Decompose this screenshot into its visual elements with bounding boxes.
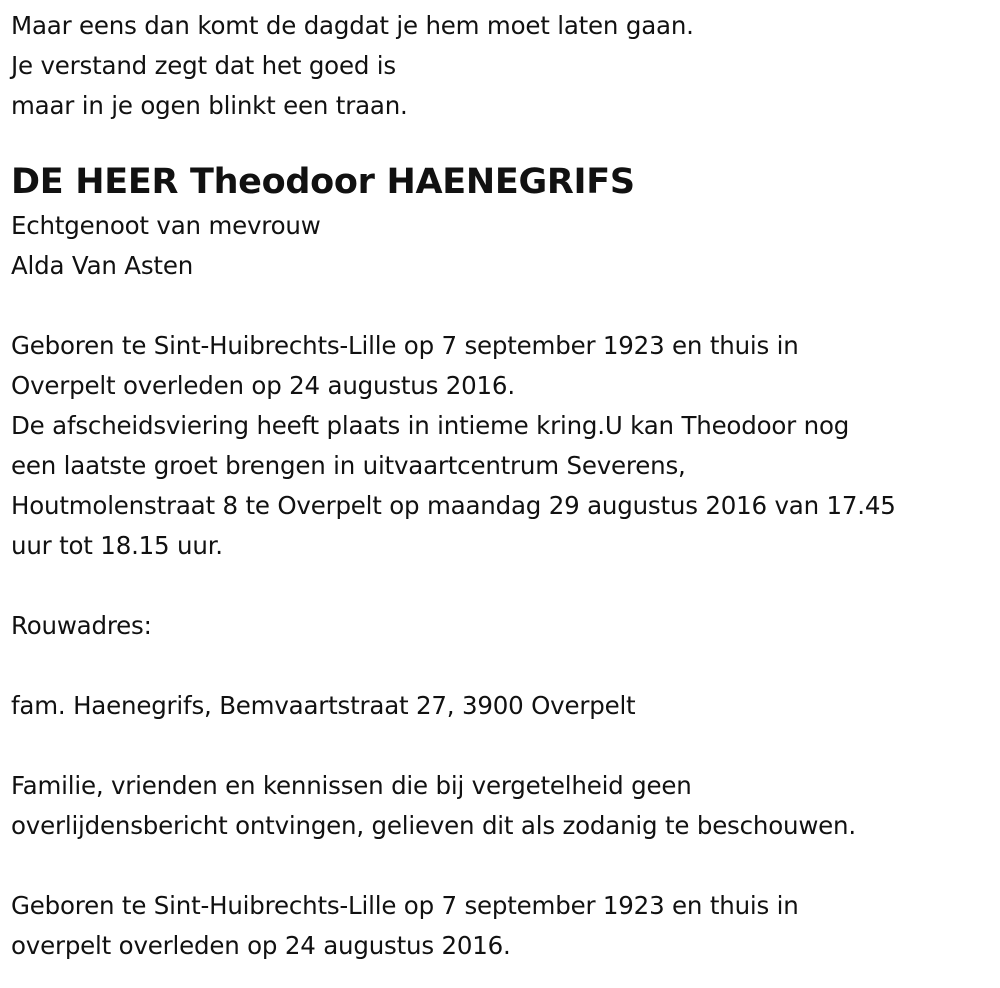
announcement-line: Geboren te Sint-Huibrechts-Lille op 7 september 1923 en thuis in: [11, 331, 799, 360]
poem: [11, 6, 991, 126]
poem-line: Maar eens dan komt de dagdat je hem moet laten gaan.: [11, 11, 694, 40]
announcement-line: Houtmolenstraat 8 te Overpelt op maandag 29 augustus 2016 van 17.45: [11, 491, 896, 520]
deceased-name: DE HEER Theodoor HAENEGRIFS: [11, 162, 635, 202]
footer-announcement: [11, 886, 991, 966]
spouse-line: Echtgenoot van mevrouw: [11, 211, 321, 240]
spouse-line: Alda Van Asten: [11, 251, 194, 280]
announcement-line: Overpelt overleden op 24 augustus 2016.: [11, 371, 515, 400]
poem-line: maar in je ogen blinkt een traan.: [11, 91, 408, 120]
mourning-address: fam. Haenegrifs, Bemvaartstraat 27, 3900 Overpelt: [11, 691, 636, 720]
footer-line: Geboren te Sint-Huibrechts-Lille op 7 september 1923 en thuis in: [11, 891, 799, 920]
announcement-line: De afscheidsviering heeft plaats in intieme kring.U kan Theodoor nog: [11, 411, 850, 440]
poem-line: Je verstand zegt dat het goed is: [11, 51, 396, 80]
mourning-address-label: Rouwadres:: [11, 611, 152, 640]
notice: [11, 766, 991, 846]
footer-line: overpelt overleden op 24 augustus 2016.: [11, 931, 511, 960]
obituary-document: [11, 6, 991, 966]
spouse-info: [11, 206, 991, 286]
notice-line: overlijdensbericht ontvingen, gelieven dit als zodanig te beschouwen.: [11, 811, 856, 840]
announcement-line: een laatste groet brengen in uitvaartcentrum Severens,: [11, 451, 686, 480]
announcement: [11, 326, 991, 566]
announcement-line: uur tot 18.15 uur.: [11, 531, 223, 560]
notice-line: Familie, vrienden en kennissen die bij vergetelheid geen: [11, 771, 692, 800]
